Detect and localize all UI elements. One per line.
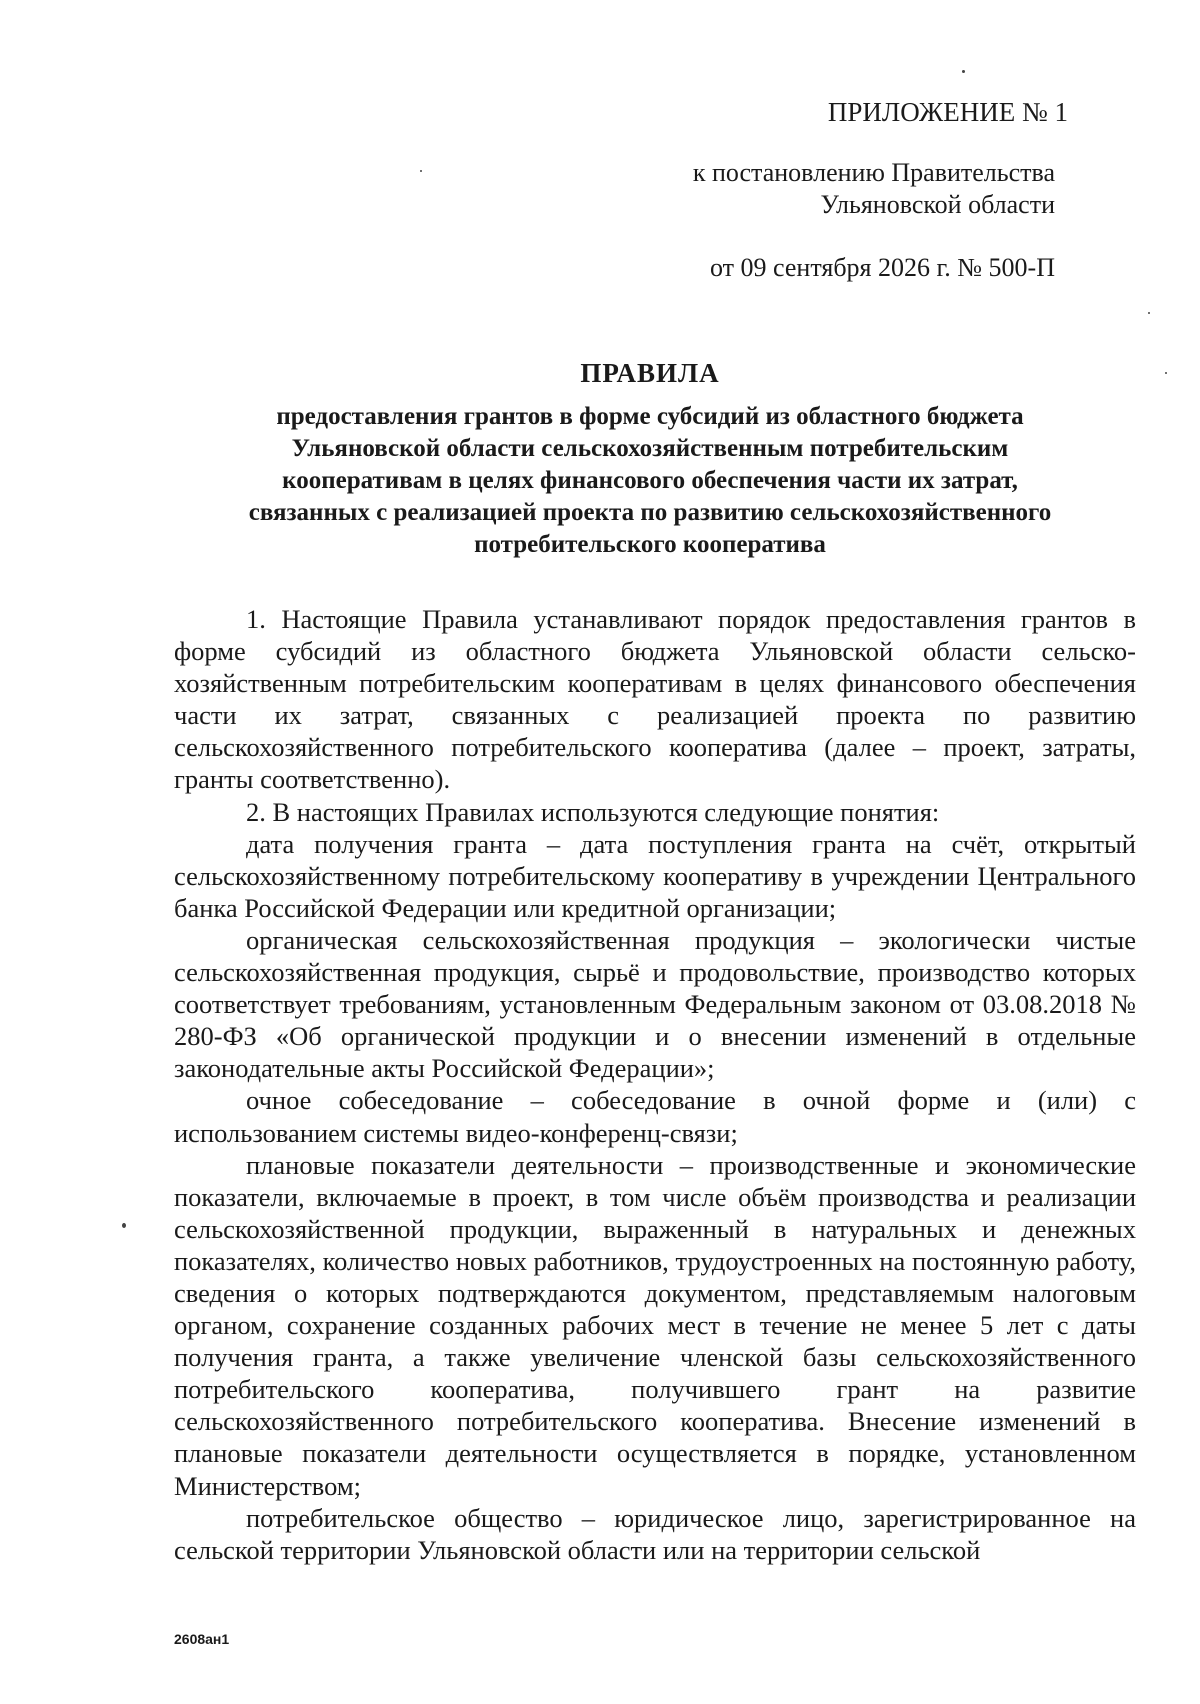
title-line-3: кооперативам в целях финансового обеспечения части их затрат,	[282, 467, 1018, 494]
resolution-date-number: от 09 сентября 2026 г. № 500-П	[710, 253, 1055, 282]
document-title: ПРАВИЛА	[580, 358, 720, 388]
title-line-2: Ульяновской области сельскохозяйственным потребительским	[291, 435, 1009, 462]
scan-speck	[1148, 312, 1150, 314]
definition-interview: очное собеседование – собеседование в очной форме и (или) с использованием системы видео-конференц-связи;	[174, 1085, 1136, 1148]
appendix-label: ПРИЛОЖЕНИЕ № 1	[827, 97, 1068, 127]
paragraph-2: 2. В настоящих Правилах используются следующие понятия:	[246, 796, 940, 827]
region-line: Ульяновской области	[820, 190, 1055, 219]
scan-speck	[1165, 372, 1167, 374]
scan-speck	[420, 170, 422, 172]
title-line-4: связанных с реализацией проекта по развитию сельскохозяйственного	[248, 499, 1052, 526]
scan-speck	[122, 1223, 126, 1228]
title-line-1: предоставления грантов в форме субсидий из областного бюджета	[276, 403, 1024, 430]
document-code: 2608ан1	[174, 1631, 230, 1647]
scan-speck	[962, 70, 965, 73]
title-line-5: потребительского кооператива	[474, 531, 826, 558]
definition-consumer-society: потребительское общество – юридическое лицо, зарегистрированное на сельской территории Ульяновской области или на территории сельской	[174, 1502, 1136, 1565]
paragraph-1: 1. Настоящие Правила устанавливают порядок предоставления грантов в форме субсидий из областного бюджета Ульяновской области сельско-хозяйственным потребительским кооперативам в целях финансового обеспечения части их затрат, связанных с реализацией проекта по развитию сельскохозяйственного потребительского кооператива (далее – проект, затраты, гранты соответственно).	[174, 604, 1136, 795]
resolution-line: к постановлению Правительства	[692, 158, 1055, 187]
definition-grant-date: дата получения гранта – дата поступления гранта на счёт, открытый сельскохозяйственному потребительскому кооперативу в учреждении Центрального банка Российской Федерации или кредитной организации;	[174, 828, 1136, 923]
definition-organic-products: органическая сельскохозяйственная продукция – экологически чистые сельскохозяйственная продукция, сырьё и продовольствие, производство которых соответствует требованиям, установленным Федеральным законом от 03.08.2018 № 280-ФЗ «Об органической продукции и о внесении изменений в отдельные законодательные акты Российской Федерации»;	[174, 924, 1136, 1084]
definition-planned-indicators: плановые показатели деятельности – производственные и экономические показатели, включаемые в проект, в том числе объём производства и реализации сельскохозяйственной продукции, выраженный в натуральных и денежных показателях, количество новых работников, трудоустроенных на постоянную работу, сведения о которых подтверждаются документом, представляемым налоговым органом, сохранение созданных рабочих мест в течение не менее 5 лет с даты получения гранта, а также увеличение членской базы сельскохозяйственного потребительского кооператива, получившего грант на развитие сельскохозяйственного потребительского кооператива. Внесение изменений в плановые показатели деятельности осуществляется в порядке, установленном Министерством;	[174, 1149, 1136, 1501]
document-body	[174, 603, 1136, 1566]
